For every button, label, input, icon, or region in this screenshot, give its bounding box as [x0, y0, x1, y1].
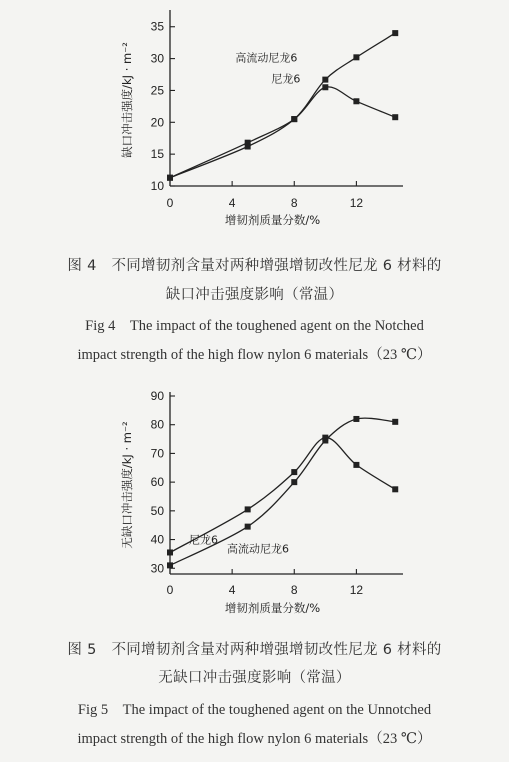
y-tick-label: 15 [150, 147, 164, 162]
x-axis-title: 增韧剂质量分数/% [224, 601, 321, 615]
data-point [353, 462, 359, 468]
x-tick-label: 8 [290, 196, 298, 210]
figure-5-caption-cn-line1: 图 5 不同增韧剂含量对两种增强增韧改性尼龙 6 材料的 [67, 642, 442, 658]
data-point [392, 30, 398, 36]
x-tick-label: 4 [228, 196, 236, 210]
y-tick-label: 10 [150, 179, 164, 193]
x-tick-label: 0 [166, 583, 174, 597]
data-point [291, 116, 297, 122]
x-tick-label: 8 [290, 583, 298, 597]
data-point [322, 84, 328, 90]
y-tick-label: 25 [150, 83, 164, 98]
data-point [353, 98, 359, 104]
x-tick-label: 12 [349, 583, 364, 597]
figure-5-caption-en-line2: impact strength of the high flow nylon 6 materials（23 ℃） [77, 731, 432, 747]
data-point [291, 479, 297, 485]
y-tick-label: 40 [150, 532, 164, 547]
y-tick-label: 60 [150, 475, 164, 490]
data-point [245, 506, 251, 512]
y-tick-label: 80 [150, 417, 164, 432]
y-tick-label: 30 [150, 51, 164, 66]
data-point [353, 54, 359, 60]
data-point [322, 77, 328, 83]
series-label: 尼龙6 [189, 533, 218, 547]
data-point [167, 549, 173, 555]
figure-5-caption-en-line1: Fig 5 The impact of the toughened agent on the Unnotched [77, 702, 432, 718]
data-point [245, 140, 251, 146]
y-tick-label: 20 [150, 115, 164, 130]
data-point [353, 416, 359, 422]
data-point [167, 175, 173, 181]
data-point [392, 486, 398, 492]
figure-4-caption-en-line1: Fig 4 The impact of the toughened agent on the Notched [85, 318, 424, 334]
x-tick-label: 12 [349, 196, 364, 210]
y-axis-title: 无缺口冲击强度/kJ · m⁻² [120, 421, 134, 549]
series-label: 高流动尼龙6 [235, 51, 298, 65]
series-label: 高流动尼龙6 [227, 542, 289, 556]
chart-notched-impact [0, 0, 509, 240]
data-point [291, 469, 297, 475]
figure-5 [0, 382, 509, 762]
chart-unnotched-impact [0, 382, 509, 632]
y-tick-label: 70 [150, 446, 164, 461]
figure-5-caption-cn-line2: 无缺口冲击强度影响（常温） [158, 670, 351, 686]
figure-4-caption-cn-line2: 缺口冲击强度影响（常温） [165, 287, 344, 303]
figure-4-caption-cn-line1: 图 4 不同增韧剂含量对两种增强增韧改性尼龙 6 材料的 [67, 258, 442, 274]
data-point [167, 562, 173, 568]
data-point [392, 114, 398, 120]
data-point [245, 524, 251, 530]
figure-4 [0, 0, 509, 370]
y-tick-label: 90 [150, 389, 164, 403]
y-tick-label: 30 [150, 561, 164, 576]
data-point [322, 438, 328, 444]
y-axis-title: 缺口冲击强度/kJ · m⁻² [120, 42, 134, 158]
series-label: 尼龙6 [271, 72, 301, 86]
y-tick-label: 50 [150, 503, 164, 518]
figure-4-caption-en-line2: impact strength of the high flow nylon 6 materials（23 ℃） [77, 347, 432, 363]
x-tick-label: 0 [166, 196, 174, 210]
x-axis-title: 增韧剂质量分数/% [224, 213, 321, 227]
y-tick-label: 35 [150, 19, 164, 34]
x-tick-label: 4 [228, 583, 236, 597]
data-point [392, 419, 398, 425]
